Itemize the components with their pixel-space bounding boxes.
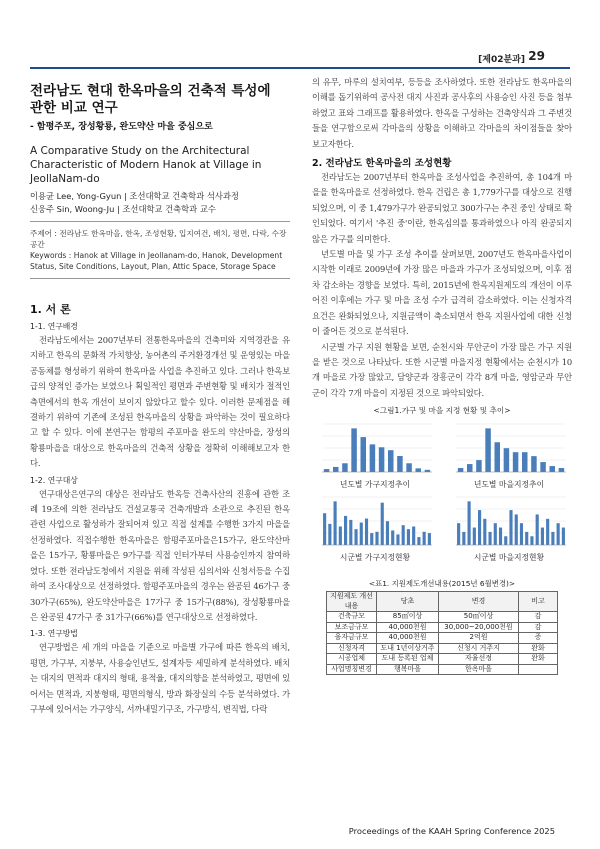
table-cell: 40,000천원 <box>377 622 439 633</box>
table-cell: 보조금규모 <box>327 622 377 633</box>
section-intro-title: 1. 서 론 <box>30 303 71 316</box>
table-cell: 2억원 <box>439 633 519 644</box>
table-row <box>327 622 558 633</box>
chart-bar <box>495 442 501 472</box>
table-cell: 완화 <box>519 643 558 654</box>
table-cell: 증 <box>519 633 558 644</box>
chart-bar <box>379 447 385 472</box>
chart-bar <box>458 468 464 472</box>
chart-bar <box>478 510 481 545</box>
chart-bar <box>349 520 352 545</box>
header-rule <box>30 67 570 69</box>
chart-bar <box>504 536 507 545</box>
chart-bar <box>375 532 378 545</box>
chart-bar <box>462 532 465 545</box>
keywords-en: Keywords : Hanok at Village in Jeollanam-do, Hanok, Development Status, Site Conditions, Layout, Plan, Attic Space, Storage Space <box>30 251 283 271</box>
chart-bar <box>370 444 376 472</box>
chart-bar <box>344 516 347 545</box>
chart-bar <box>546 519 549 545</box>
chart-county-households-svg <box>314 493 436 551</box>
chart-bar <box>370 533 373 545</box>
table-caption: <표1. 지원제도개선내용(2015년 6월변경)> <box>368 579 516 589</box>
chart-bar <box>551 532 554 545</box>
chart-bar <box>509 510 512 545</box>
chart-bar <box>328 524 331 545</box>
section-2-para-2: 년도별 마을 및 가구 조성 추이를 살펴보면, 2007년도 한옥마을사업이 시작한 이래로 2009년에 가장 많은 마을과 가구가 조성되었으며, 이후 점차 감소하는 경향을 보였다. 특히, 2015년에 한옥지원제도의 개선이 이루어진 이후에는 가구 및 마을 조성 수가 급격히 감소하였다. 이는 신청자격 요건은 완화되었으나, 지원금액이 축소되면서 한옥 지원사업에 대한 신청이 줄어든 것으로 분석된다. <box>312 249 572 337</box>
chart-bar <box>531 456 537 472</box>
chart-bar <box>530 536 533 545</box>
table-header-cell: 지원제도 개선내용 <box>327 592 377 612</box>
title-line-1: 전라남도 현대 한옥마을의 건축적 특성에 <box>30 83 271 99</box>
chart-bar <box>333 467 339 472</box>
chart-bar <box>324 469 330 472</box>
chart-bar <box>417 537 420 545</box>
chart-yearly-households-svg <box>314 420 436 478</box>
figure-charts <box>312 420 572 566</box>
table-cell: 행복마을 <box>377 664 439 675</box>
subsection-1-2-text: 연구대상은연구의 대상은 전라남도 한옥등 건축사산의 진흥에 관한 조례 19조에 의한 전라남도 건설교통국 건축개발과 소관으로 추진된 한옥 관련 사업으로 활성하가 잘되어져 있고 직접 설계를 수행한 3가지 마을을 선정하였다. 직접수행한 한옥마을은 함평주포마을은15가구, 완도약산마을은 15가구, 황룡마을은 9가구를 직접 인터가부터 사용승인까지 참여하였다. 또한 전라남도청에서 지원을 위해 작성된 심의서와 신청서등을 수집하여 조사대상으로 선정하였다. 함평주포마을의 경우는 완공된 46가구 중 30가구(65%), 완도약산마을은 17가구 중 15가구(88%), 장성황룡마을은 완공된 47가구 중 31가구(66%)를 연구대상으로 선정하였다. <box>30 488 290 622</box>
table-row <box>327 633 558 644</box>
chart-label: 년도별 가구지정추이 <box>339 480 411 490</box>
title-en-line-1: A Comparative Study on the Architectural <box>30 145 250 157</box>
right-column <box>312 75 572 675</box>
chart-bar <box>407 529 410 545</box>
subsection-1-1-title: 1-1. 연구배경 <box>30 322 78 331</box>
chart-bar <box>515 515 518 546</box>
table-row <box>327 664 558 675</box>
paper-title-en <box>30 144 290 186</box>
chart-bar <box>388 450 394 472</box>
chart-bar <box>536 515 539 546</box>
chart-bar <box>412 527 415 546</box>
left-column <box>30 75 290 717</box>
chart-bar <box>559 468 565 472</box>
chart-bar <box>360 523 363 545</box>
support-policy-table <box>326 591 558 675</box>
table-cell: 한옥마을 <box>439 664 519 675</box>
table-cell: 융자금규모 <box>327 633 377 644</box>
footer-proceedings: Proceedings of the KAAH Spring Conference 2025 <box>348 826 555 836</box>
chart-bar <box>457 523 460 545</box>
table-cell: 건축규모 <box>327 612 377 623</box>
subsection-1-2-title: 1-2. 연구대상 <box>30 475 78 485</box>
section-2-para-3: 시군별 가구 지원 현황을 보면, 순천시와 무안군이 가장 많은 가구 지원을 받은 것으로 나타났다. 또한 시군별 마을지정 현황에서는 순천시가 10개 마을로 가장 많았고, 담양군과 장흥군이 각각 8개 마을, 영암군과 무안군이 각각 7개 마을이 지정된 것으로 파악되었다. <box>312 341 572 398</box>
table-header-row <box>327 592 558 612</box>
chart-bar <box>365 519 368 545</box>
chart-county-villages <box>448 493 570 563</box>
table-header-cell: 비고 <box>519 592 558 612</box>
table-cell: 감 <box>519 612 558 623</box>
table-cell: 자율선정 <box>439 654 519 665</box>
table-header-cell: 당초 <box>377 592 439 612</box>
chart-bar <box>381 503 384 545</box>
chart-bar <box>483 519 486 545</box>
chart-bar <box>488 532 491 545</box>
author-block <box>30 190 290 215</box>
chart-bar <box>425 470 431 472</box>
page-number: 29 <box>528 49 545 63</box>
chart-bar <box>423 532 426 545</box>
chart-bar <box>334 501 337 545</box>
chart-bar <box>351 428 357 472</box>
chart-label: 시군별 마을지정현황 <box>473 553 545 563</box>
chart-bar <box>402 525 405 545</box>
chart-bar <box>513 452 519 472</box>
table-row <box>327 654 558 665</box>
subsection-1-3-title: 1-3. 연구방법 <box>30 629 78 639</box>
table-cell <box>519 664 558 675</box>
title-en-line-3: JeollaNam-do <box>30 173 100 185</box>
table-cell: 신청자격 <box>327 643 377 654</box>
chart-bar <box>485 428 491 472</box>
divider <box>30 278 290 279</box>
table-cell: 완화 <box>519 654 558 665</box>
chart-bar <box>342 463 347 472</box>
chart-bar <box>476 460 481 472</box>
chart-bar <box>323 513 326 545</box>
author-2: 신웅주 Sin, Woong-Ju | 조선대학교 건축학과 교수 <box>30 203 216 214</box>
paper-subtitle: - 함평주포, 장성황룡, 완도약산 마을 중심으로 <box>30 122 213 132</box>
table-cell: 감 <box>519 622 558 633</box>
subsection-1-1-text: 전라남도에서는 2007년부터 전통한옥마을의 건축미와 지역경관을 유지하고 한옥의 문화적 가치향상, 농어촌의 주거환경개선 및 운영있는 마을 공동체를 형성하기 위하여 한옥마을 사업을 추진하고 있다. 그러나 한옥보급의 양적인 증가는 보였으나 획일적인 평면과 주변현황 및 배치가 절적인 측면에서의 한옥 개선이 보이지 않았다고 할수 있다. 이러한 문제점을 해결하기 위하여 기존에 조성된 한옥마을의 상황을 파악하는 것이 필요하다고 할 수 있다. 이에 본연구는 함평의 주포마을 완도의 약산마을, 장성의 황룡마을을 대상으로 한옥마을의 건축적 상황을 정확히 이해해보고자 한다. <box>30 335 290 469</box>
table-row <box>327 612 558 623</box>
chart-bar <box>473 528 476 545</box>
table-row <box>327 643 558 654</box>
chart-bar <box>339 527 342 546</box>
continued-text: 의 유무, 마루의 설치여부, 등등을 조사하였다. 또한 전라남도 한옥마을의 이해를 돕기위하여 공사전 대지 사진과 공사후의 사용승인 사진 등을 첨부하였고 표와 그래프를 활용하였다. 한옥을 구성하는 건축양식과 그 주변것들을 연구함으로써 각마을의 상황을 이해하고 각마을의 차이점들을 찾아보고자한다. <box>312 77 572 149</box>
chart-bar <box>550 466 556 472</box>
chart-bar <box>504 448 510 472</box>
chart-bar <box>428 533 431 545</box>
keyword-block <box>30 228 290 272</box>
table-cell: 50㎡이상 <box>439 612 519 623</box>
chart-bar <box>354 529 357 545</box>
table-cell: 사업명칭변경 <box>327 664 377 675</box>
chart-bar <box>540 462 546 472</box>
table-cell: 40,000천원 <box>377 633 439 644</box>
paper-title-ko <box>30 83 290 117</box>
section-2-para-1: 전라남도는 2007년부터 한옥마을 조성사업을 추진하여, 총 104개 마을을 한옥마을로 선정하였다. 한옥 건립은 총 1,779가구를 대상으로 진행되었으며, 이 중 1,479가구가 완공되었고 300가구는 추진 중인 상태로 확인되었다. 여기서 '추진 중'이란, 한옥심의를 통과하였으나 아직 완공되지 않은 가구를 의미한다. <box>312 172 572 244</box>
chart-bar <box>525 532 528 545</box>
chart-bar <box>397 456 403 472</box>
chart-bar <box>520 523 523 545</box>
figure-caption: <그림1.가구 및 마을 지정 현황 및 추이> <box>373 406 511 416</box>
chart-bar <box>522 452 528 472</box>
keywords-ko: 주제어 : 전라남도 한옥마을, 한옥, 조성현황, 입지여건, 배치, 평면, 다락, 수장공간 <box>30 229 287 249</box>
table-cell: 85㎡이상 <box>377 612 439 623</box>
chart-bar <box>557 523 560 545</box>
chart-county-villages-svg <box>448 493 570 551</box>
table-header-cell: 변경 <box>439 592 519 612</box>
chart-bar <box>562 528 565 545</box>
header-session-label: [제02분과] <box>478 55 525 65</box>
chart-label: 년도별 마을지정추이 <box>473 480 545 490</box>
section-2-title: 2. 전라남도 한옥마을의 조성현황 <box>312 158 452 170</box>
chart-bar <box>386 521 389 545</box>
chart-bar <box>416 468 422 472</box>
chart-bar <box>499 528 502 545</box>
chart-bar <box>467 464 473 472</box>
chart-label: 시군별 가구지정현황 <box>339 553 411 563</box>
author-1: 이용균 Lee, Yong-Gyun | 조선대학교 건축학과 석사과정 <box>30 191 239 201</box>
table-cell: 도내 등록된 업체 <box>377 654 439 665</box>
divider <box>30 221 290 222</box>
table-cell: 신청시 거주지 <box>439 643 519 654</box>
table-cell: 도내 1년이상거주 <box>377 643 439 654</box>
chart-bar <box>361 437 367 472</box>
chart-yearly-households <box>314 420 436 490</box>
chart-bar <box>391 531 394 546</box>
chart-yearly-villages-svg <box>448 420 570 478</box>
chart-county-households <box>314 493 436 563</box>
table-cell: 30,000~20,000천원 <box>439 622 519 633</box>
chart-bar <box>494 523 497 545</box>
chart-yearly-villages <box>448 420 570 490</box>
title-en-line-2: Characteristic of Modern Hanok at Village in <box>30 159 262 171</box>
title-line-2: 관한 비교 연구 <box>30 100 118 116</box>
subsection-1-3-text: 연구방법은 세 개의 마을을 기준으로 마을별 가구에 따른 한옥의 배치, 평면, 가구부, 지붕부, 사용승인년도, 설계자등 세밀하게 분석하였다. 배치는 대지의 면적과 대지의 형태, 용적율, 대지의향을 분석하였고, 평면에 있어서는 면적과, 지붕형태, 평면의형식, 방과 화장실의 수등 분석하였다. 가구부에 있어서는 가구양식, 서까내밀기구조, 가구방식, 변직법, 다락 <box>30 642 290 714</box>
chart-bar <box>468 501 471 545</box>
chart-bar <box>541 528 544 545</box>
chart-bar <box>396 535 399 546</box>
chart-bar <box>406 463 412 472</box>
table-cell: 시공업체 <box>327 654 377 665</box>
